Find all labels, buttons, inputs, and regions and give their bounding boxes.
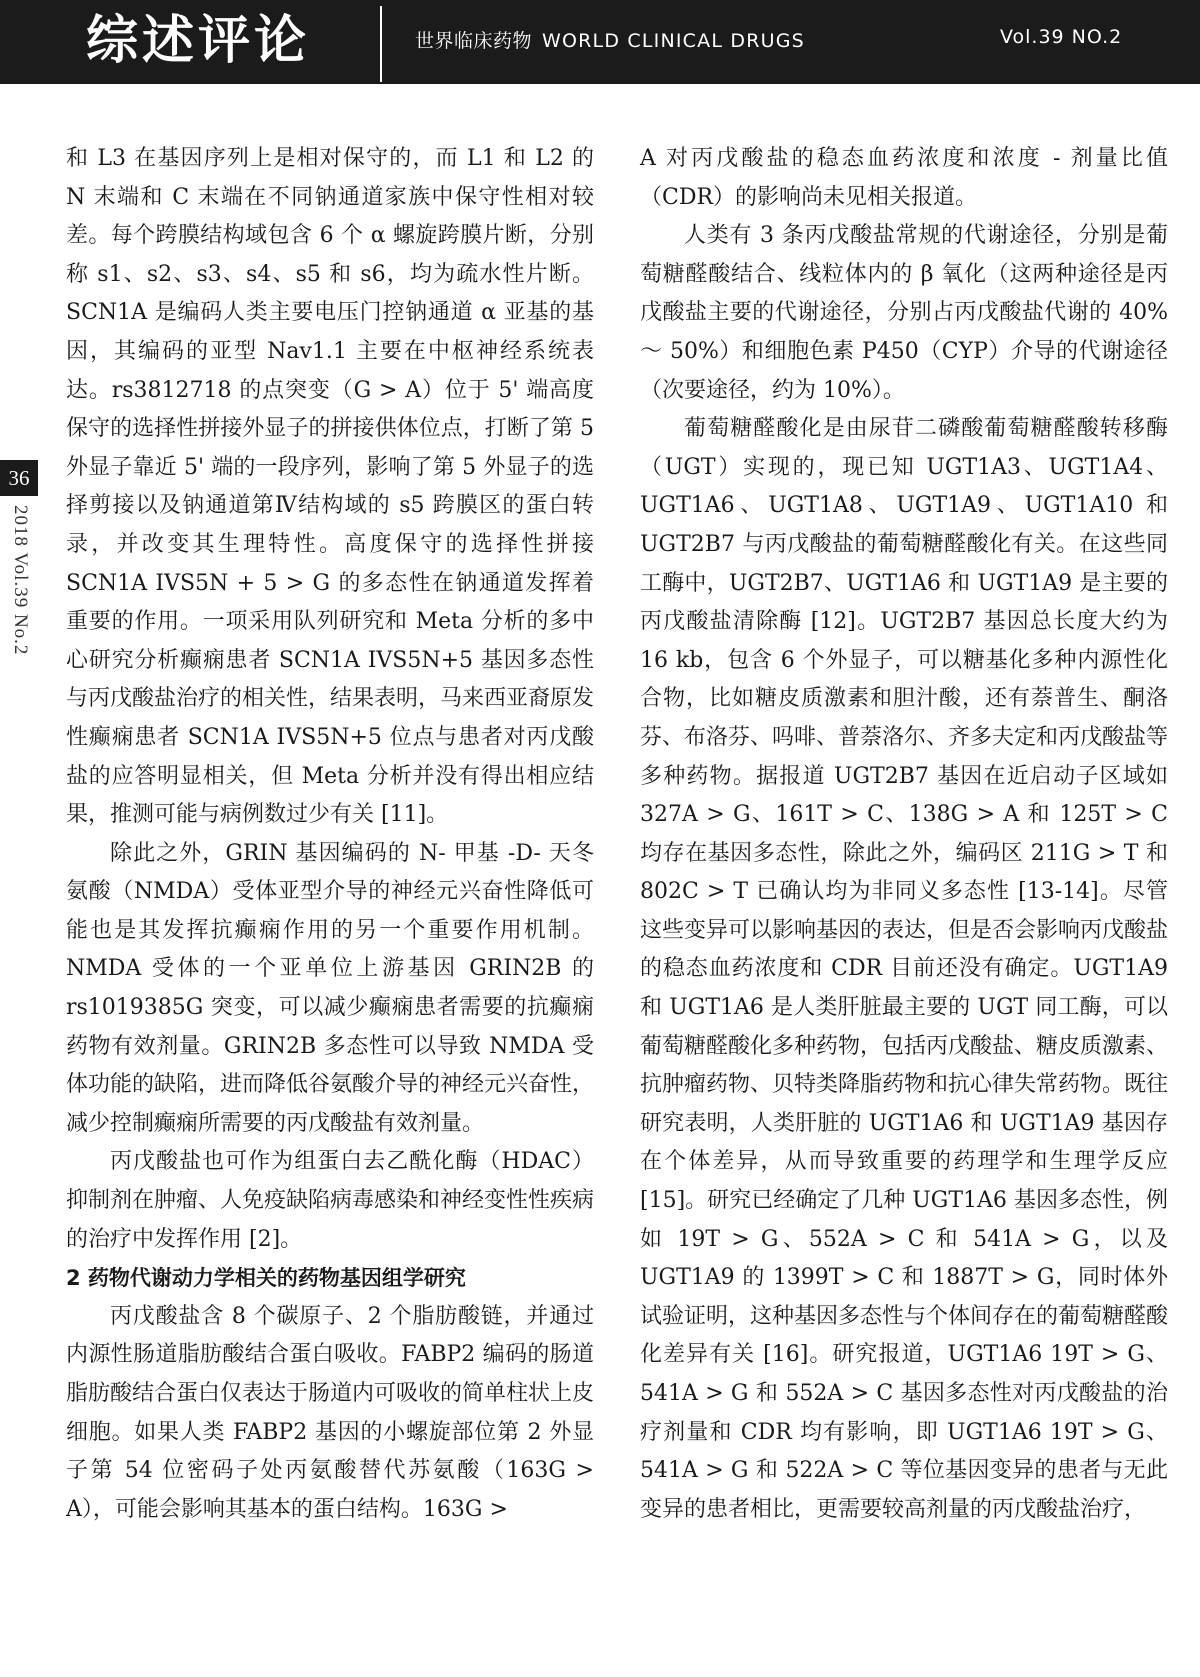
paragraph: 丙戊酸盐含 8 个碳原子、2 个脂肪酸链，并通过内源性肠道脂肪酸结合蛋白吸收。FABP2 编码的肠道脂肪酸结合蛋白仅表达于肠道内可吸收的简单柱状上皮细胞。如果人类 FABP2 基因的小螺旋部位第 2 外显子第 54 位密码子处丙氨酸替代苏氨酸（163G > A），可能会影响其基本的蛋白结构。163G > — [66, 1303, 595, 1522]
journal-name-en: WORLD CLINICAL DRUGS — [542, 30, 805, 52]
paragraph: 葡萄糖醛酸化是由尿苷二磷酸葡萄糖醛酸转移酶（UGT）实现的，现已知 UGT1A3、UGT1A4、UGT1A6、UGT1A8、UGT1A9、UGT1A10 和 UGT2B7 与丙戊酸盐的葡萄糖醛酸化有关。在这些同工酶中，UGT2B7、UGT1A6 和 UGT1A9 是主要的丙戊酸盐清除酶 [12]。UGT2B7 基因总长度大约为 16 kb，包含 6 个外显子，可以糖基化多种内源性化合物，比如糖皮质激素和胆汁酸，还有萘普生、酮洛芬、布洛芬、吗啡、普萘洛尔、齐多夫定和丙戊酸盐等多种药物。据报道 UGT2B7 基因在近启动子区域如 327A > G、161T > C、138G > A 和 125T > C 均存在基因多态性，除此之外，编码区 211G > T 和 802C > T 已确认均为非同义多态性 [13-14]。尽管这些变异可以影响基因的表达，但是否会影响丙戊酸盐的稳态血药浓度和 CDR 目前还没有确定。UGT1A9 和 UGT1A6 是人类肝脏最主要的 UGT 同工酶，可以葡萄糖醛酸化多种药物，包括丙戊酸盐、糖皮质激素、抗肿瘤药物、贝特类降脂药物和抗心律失常药物。既往研究表明，人类肝脏的 UGT1A6 和 UGT1A9 基因存在个体差异，从而导致重要的药理学和生理学反应 [15]。研究已经确定了几种 UGT1A6 基因多态性，例如 19T > G、552A > C 和 541A > G，以及 UGT1A9 的 1399T > C 和 1887T > G，同时体外试验证明，这种基因多态性与个体间存在的葡萄糖醛酸化差异有关 [16]。研究报道，UGT1A6 19T > G、541A > G 和 552A > C 基因多态性对丙戊酸盐的治疗剂量和 CDR 均有影响，即 UGT1A6 19T > G、541A > G 和 522A > C 等位基因变异的患者与无此变异的患者相比，更需要较高剂量的丙戊酸盐治疗， — [640, 416, 1169, 1522]
side-volume-label: 2018 Vol.39 No.2 — [10, 505, 31, 656]
journal-name — [415, 26, 805, 53]
paragraph: 丙戊酸盐也可作为组蛋白去乙酰化酶（HDAC）抑制剂在肿瘤、人免疫缺陷病毒感染和神经变性性疾病的治疗中发挥作用 [2]。 — [66, 1149, 595, 1252]
volume-issue: Vol.39 NO.2 — [1000, 26, 1123, 48]
right-column — [640, 140, 1168, 1529]
left-column — [66, 140, 594, 1529]
journal-name-cn: 世界临床药物 — [415, 30, 533, 52]
paragraph: A 对丙戊酸盐的稳态血药浓度和浓度 - 剂量比值（CDR）的影响尚未见相关报道。 — [640, 146, 1168, 210]
section-title: 综述评论 — [86, 10, 311, 71]
header-divider — [380, 6, 382, 82]
paragraph: 人类有 3 条丙戊酸盐常规的代谢途径，分别是葡萄糖醛酸结合、线粒体内的 β 氧化（这两种途径是丙戊酸盐主要的代谢途径，分别占丙戊酸盐代谢的 40% ～ 50%）和细胞色素 P450（CYP）介导的代谢途径（次要途径，约为 10%）。 — [640, 223, 1168, 403]
paragraph: 和 L3 在基因序列上是相对保守的，而 L1 和 L2 的 N 末端和 C 末端在不同钠通道家族中保守性相对较差。每个跨膜结构域包含 6 个 α 螺旋跨膜片断，分别称 s1、s2、s3、s4、s5 和 s6，均为疏水性片断。SCN1A 是编码人类主要电压门控钠通道 α 亚基的基因，其编码的亚型 Nav1.1 主要在中枢神经系统表达。rs3812718 的点突变（G > A）位于 5' 端高度保守的选择性拼接外显子的拼接供体位点，打断了第 5 外显子靠近 5' 端的一段序列，影响了第 5 外显子的选择剪接以及钠通道第Ⅳ结构域的 s5 跨膜区的蛋白转录，并改变其生理特性。高度保守的选择性拼接 SCN1A IVS5N + 5 > G 的多态性在钠通道发挥着重要的作用。一项采用队列研究和 Meta 分析的多中心研究分析癫痫患者 SCN1A IVS5N+5 基因多态性与丙戊酸盐治疗的相关性，结果表明，马来西亚裔原发性癫痫患者 SCN1A IVS5N+5 位点与患者对丙戊酸盐的应答明显相关，但 Meta 分析并没有得出相应结果，推测可能与病例数过少有关 [11]。 — [66, 146, 595, 828]
page-header — [0, 0, 1200, 84]
section-heading: 2 药物代谢动力学相关的药物基因组学研究 — [66, 1266, 466, 1291]
page-number: 36 — [0, 460, 38, 496]
paragraph: 除此之外，GRIN 基因编码的 N- 甲基 -D- 天冬氨酸（NMDA）受体亚型介导的神经元兴奋性降低可能也是其发挥抗癫痫作用的另一个重要作用机制。NMDA 受体的一个亚单位上游基因 GRIN2B 的 rs1019385G 突变，可以减少癫痫患者需要的抗癫痫药物有效剂量。GRIN2B 多态性可以导致 NMDA 受体功能的缺陷，进而降低谷氨酸介导的神经元兴奋性，减少控制癫痫所需要的丙戊酸盐有效剂量。 — [66, 840, 595, 1136]
